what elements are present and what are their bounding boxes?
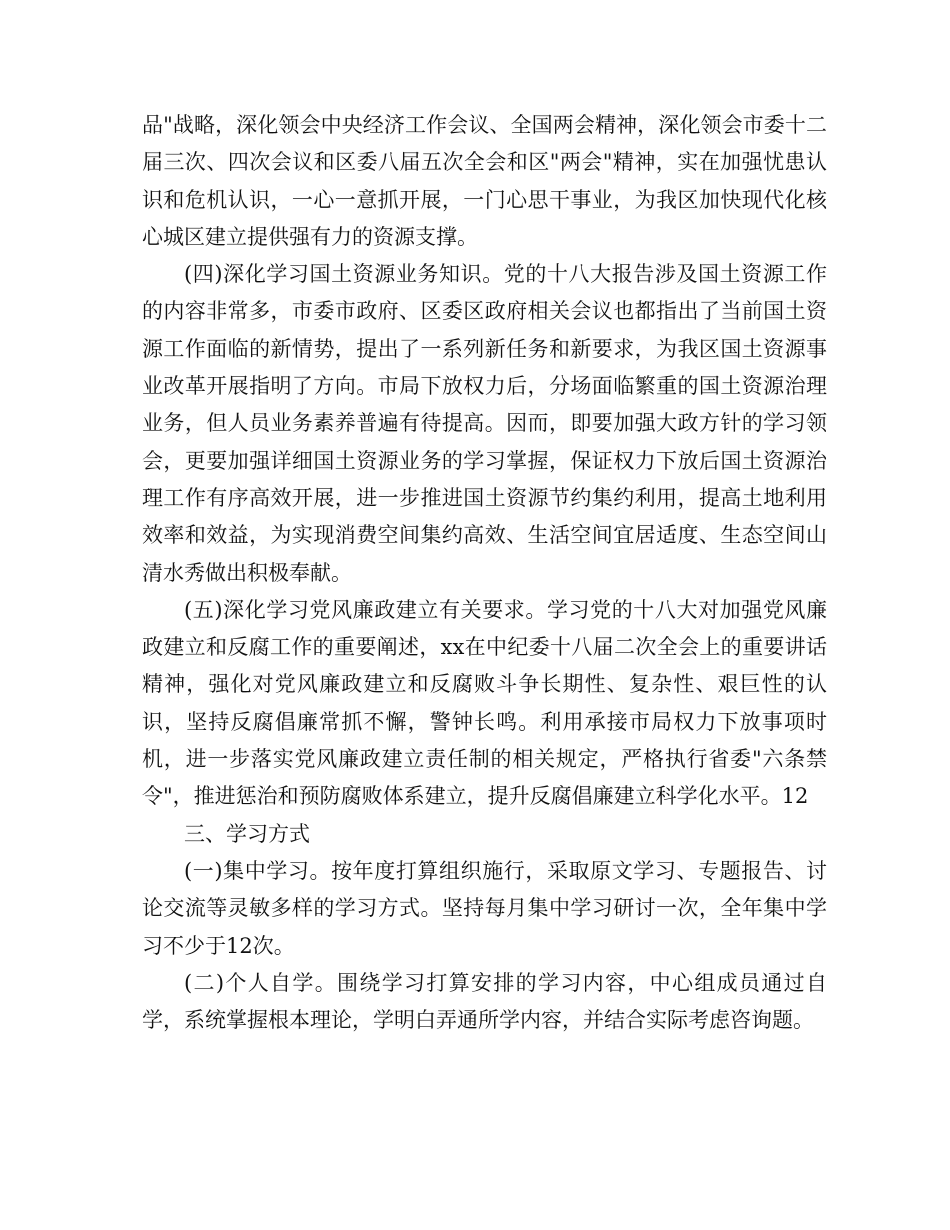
paragraph-strategy-continuation: 品"战略，深化领会中央经济工作会议、全国两会精神，深化领会市委十二届三次、四次会议和区委八届五次全会和区"两会"精神，实在加强忧患认识和危机认识，一心一意抓开展，一门心思干事业，为我区加快现代化核心城区建立提供强有力的资源支撑。: [142, 113, 827, 249]
paragraph-party-integrity: (五)深化学习党风廉政建立有关要求。学习党的十八大对加强党风廉政建立和反腐工作的重要阐述，xx在中纪委十八届二次全会上的重要讲话精神，强化对党风廉政建立和反腐败斗争长期性、复杂性、艰巨性的认识，坚持反腐倡廉常抓不懈，警钟长鸣。利用承接市局权力下放事项时机，进一步落实党风廉政建立责任制的相关规定，严格执行省委"六条禁令"，推进惩治和预防腐败体系建立，提升反腐倡廉建立科学化水平。12: [142, 597, 827, 809]
section-heading-study-methods: 三、学习方式: [184, 821, 310, 846]
paragraph-centralized-study: (一)集中学习。按年度打算组织施行，采取原文学习、专题报告、讨论交流等灵敏多样的学习方式。坚持每月集中学习研讨一次，全年集中学习不少于12次。: [142, 858, 827, 958]
paragraph-self-study: (二)个人自学。围绕学习打算安排的学习内容，中心组成员通过自学，系统掌握根本理论，学明白弄通所学内容，并结合实际考虑咨询题。: [142, 970, 827, 1033]
paragraph-land-resources-knowledge: (四)深化学习国土资源业务知识。党的十八大报告涉及国土资源工作的内容非常多，市委市政府、区委区政府相关会议也都指出了当前国土资源工作面临的新情势，提出了一系列新任务和新要求，为我区国土资源事业改革开展指明了方向。市局下放权力后，分场面临繁重的国土资源治理业务，但人员业务素养普遍有待提高。因而，即要加强大政方针的学习领会，更要加强详细国土资源业务的学习掌握，保证权力下放后国土资源治理工作有序高效开展，进一步推进国土资源节约集约利用，提高土地利用效率和效益，为实现消费空间集约高效、生活空间宜居适度、生态空间山清水秀做出积极奉献。: [142, 262, 827, 585]
document-body: [142, 107, 827, 1039]
